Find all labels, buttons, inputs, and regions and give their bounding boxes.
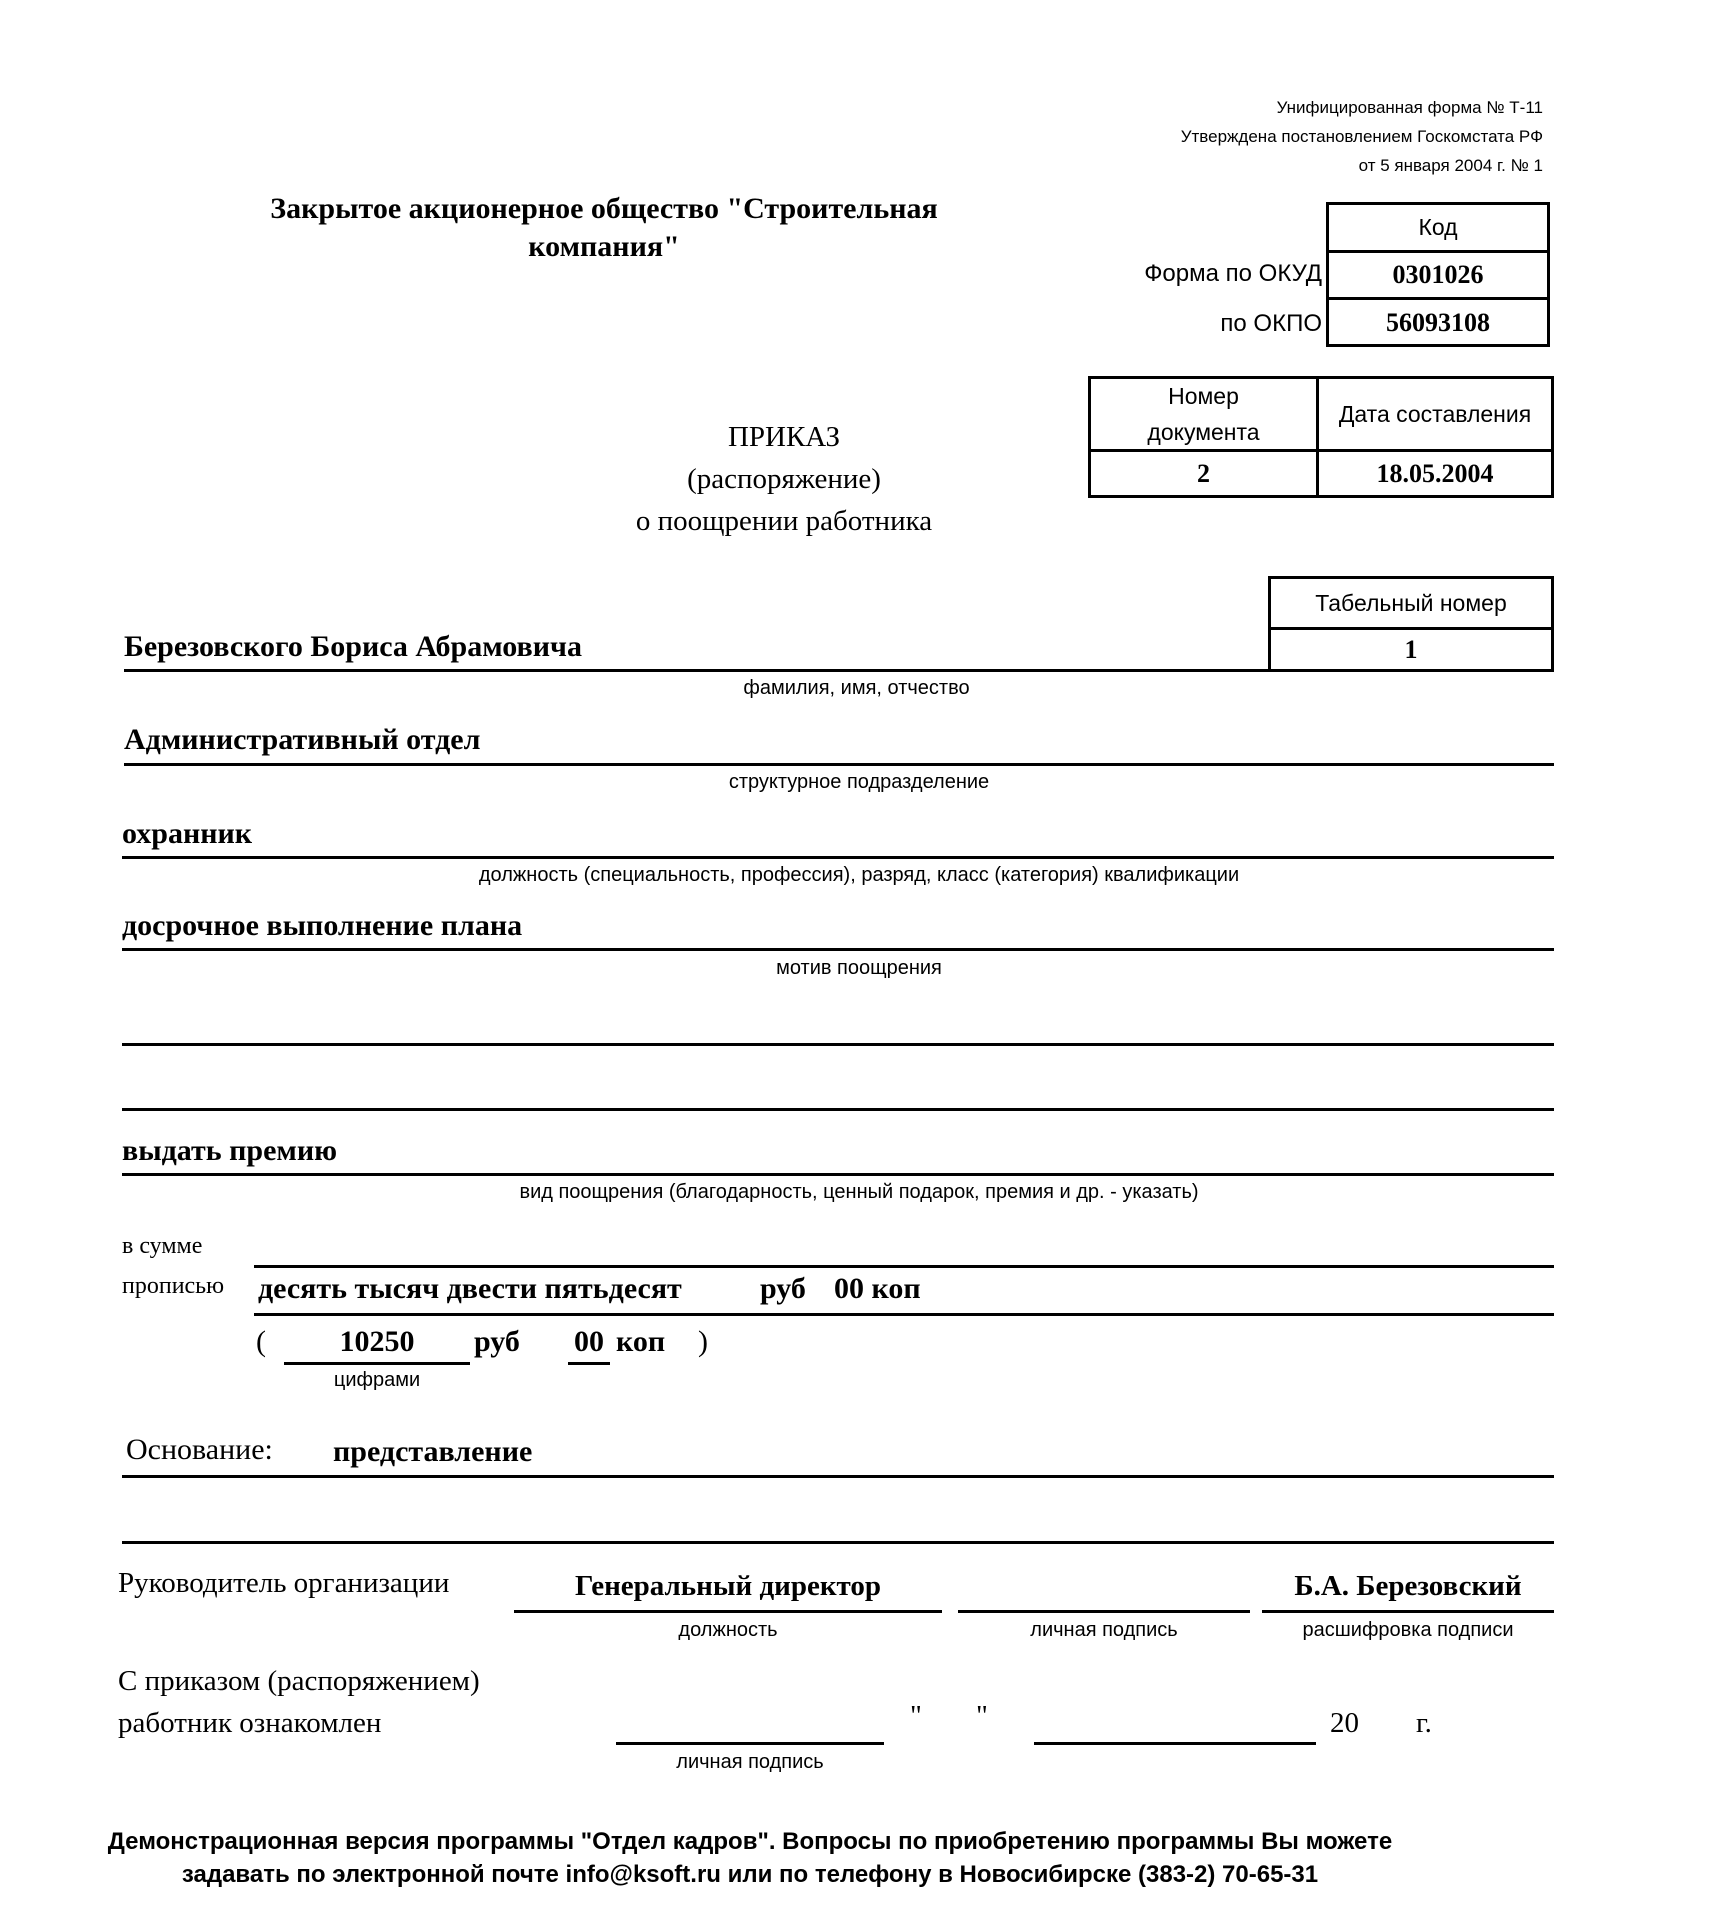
position-caption: должность (специальность, профессия), разряд, класс (категория) квалификации	[478, 864, 1240, 886]
sum-digits-caption: цифрами	[333, 1369, 421, 1391]
organization-name-line1: Закрытое акционерное общество "Строительная	[270, 192, 938, 225]
order-subtitle: (распоряжение)	[687, 463, 881, 495]
ack-date-line	[1034, 1742, 1316, 1745]
reward-motive: досрочное выполнение плана	[122, 909, 523, 942]
form-header-line1: Унифицированная форма № Т-11	[1276, 98, 1543, 117]
ack-signature-caption: личная подпись	[676, 1751, 824, 1773]
okud-value: 0301026	[1392, 260, 1484, 289]
employee-name-caption: фамилия, имя, отчество	[743, 677, 970, 699]
document-date-header: Дата составления	[1338, 400, 1532, 427]
reward-kind: выдать премию	[122, 1134, 338, 1167]
order-title: ПРИКАЗ	[727, 421, 841, 453]
organization-name-line2: компания"	[528, 230, 680, 263]
blank-line-2	[122, 1108, 1554, 1111]
document-number-header-line1: Номер	[1168, 383, 1239, 409]
ack-year-prefix: 20	[1330, 1707, 1359, 1739]
document-number-header	[1091, 379, 1316, 449]
tab-number-value: 1	[1404, 635, 1418, 664]
form-header-line2: Утверждена постановлением Госкомстата РФ	[1180, 127, 1543, 146]
codes-header: Код	[1418, 214, 1458, 240]
blank-line-1	[122, 1043, 1554, 1046]
document-number-value: 2	[1197, 458, 1210, 488]
reward-kind-caption: вид поощрения (благодарность, ценный подарок, премия и др. - указать)	[519, 1181, 1199, 1203]
order-subject: о поощрении работника	[635, 505, 933, 537]
document-date-value: 18.05.2004	[1376, 458, 1494, 488]
basis-value: представление	[333, 1435, 533, 1468]
okpo-label: по ОКПО	[1220, 310, 1322, 337]
sum-kop-label: коп	[616, 1325, 666, 1358]
okpo-value: 56093108	[1386, 307, 1490, 337]
head-position-caption: должность	[678, 1619, 778, 1641]
footer-line1: Демонстрационная версия программы "Отдел кадров". Вопросы по приобретению программы Вы можете	[107, 1828, 1393, 1855]
head-name: Б.А. Березовский	[1294, 1570, 1522, 1602]
sum-in-words: десять тысяч двести пятьдесят	[258, 1272, 682, 1305]
sum-label-line2: прописью	[122, 1273, 225, 1299]
document-number-header-line2: документа	[1147, 419, 1260, 445]
department-caption: структурное подразделение	[728, 771, 990, 793]
form-header-line3: от 5 января 2004 г. № 1	[1358, 156, 1543, 175]
sum-in-words-kop: 00 коп	[834, 1272, 921, 1305]
ack-signature-line	[616, 1742, 884, 1745]
ack-line2: работник ознакомлен	[118, 1707, 382, 1739]
head-position: Генеральный директор	[574, 1570, 882, 1602]
ack-year-suffix: г.	[1416, 1707, 1432, 1739]
okud-label: Форма по ОКУД	[1144, 260, 1322, 287]
department: Административный отдел	[124, 723, 481, 756]
ack-quote-open: "	[910, 1700, 922, 1732]
paren-open: (	[256, 1325, 266, 1358]
tab-number-header: Табельный номер	[1315, 589, 1507, 616]
sum-in-words-rub: руб	[760, 1272, 806, 1305]
ack-quote-close: "	[976, 1700, 988, 1732]
basis-blank-line	[122, 1541, 1554, 1544]
employee-name: Березовского Бориса Абрамовича	[124, 630, 582, 663]
sum-in-digits: 10250	[339, 1325, 415, 1358]
position: охранник	[122, 817, 253, 850]
sum-kop-digits: 00	[574, 1325, 604, 1358]
paren-close: )	[698, 1325, 708, 1358]
head-label: Руководитель организации	[118, 1567, 450, 1599]
ack-line1: С приказом (распоряжением)	[118, 1665, 480, 1697]
head-name-caption: расшифровка подписи	[1302, 1619, 1514, 1641]
basis-label: Основание:	[126, 1433, 273, 1466]
reward-motive-caption: мотив поощрения	[776, 957, 942, 979]
sum-label-line1: в сумме	[122, 1233, 203, 1259]
head-signature-line	[958, 1610, 1250, 1613]
head-signature-caption: личная подпись	[1030, 1619, 1178, 1641]
footer-line2: задавать по электронной почте info@ksoft.ru или по телефону в Новосибирске (383-2) 70-65-31	[181, 1861, 1319, 1888]
sum-rub-label: руб	[474, 1325, 520, 1358]
